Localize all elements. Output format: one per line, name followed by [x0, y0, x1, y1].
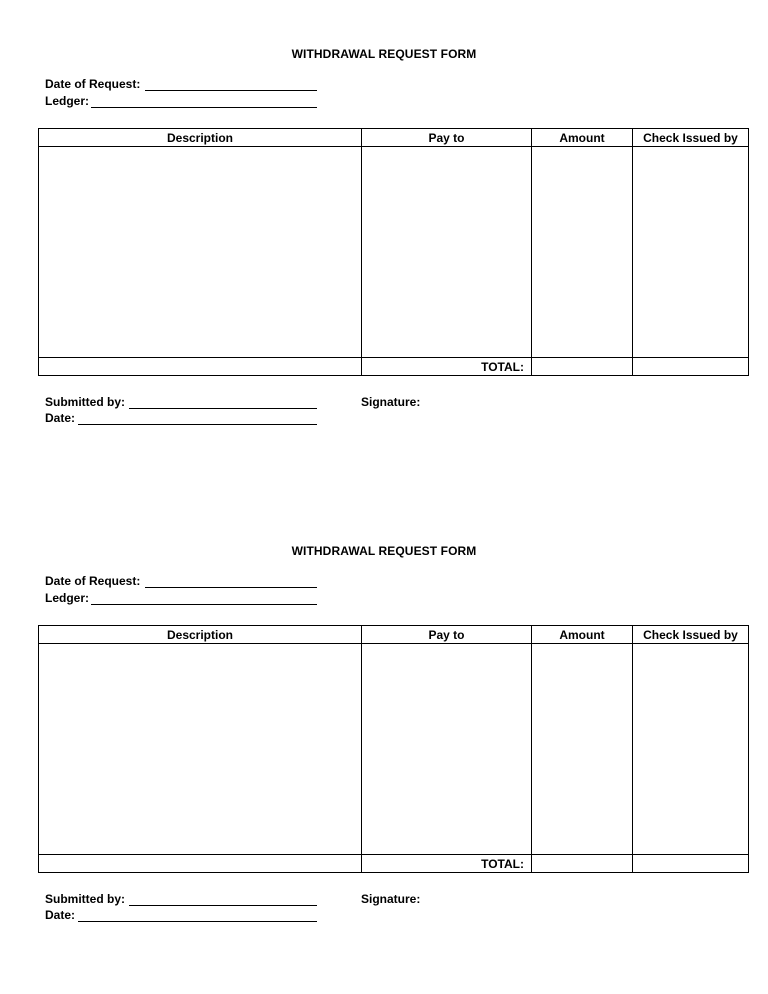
date-blank[interactable]	[78, 424, 317, 425]
table-total-row	[39, 358, 749, 376]
description-cell[interactable]	[39, 644, 362, 855]
column-header-check-issued-by: Check Issued by	[633, 626, 749, 644]
check-issued-by-cell[interactable]	[633, 147, 749, 358]
amount-cell[interactable]	[532, 147, 633, 358]
submitted-by-field[interactable]	[45, 892, 317, 908]
table-total-row	[39, 855, 749, 873]
date-label: Date:	[45, 411, 76, 425]
submitted-by-blank[interactable]	[129, 408, 317, 409]
column-header-amount: Amount	[532, 129, 633, 147]
table-entry-row	[39, 644, 749, 855]
ledger-label: Ledger:	[45, 591, 90, 605]
column-header-amount: Amount	[532, 626, 633, 644]
ledger-field[interactable]	[45, 591, 317, 607]
date-field[interactable]	[45, 908, 317, 924]
ledger-blank[interactable]	[91, 604, 317, 605]
total-label: TOTAL:	[362, 358, 532, 376]
ledger-label: Ledger:	[45, 94, 90, 108]
pay-to-cell[interactable]	[362, 644, 532, 855]
check-issued-by-cell[interactable]	[633, 644, 749, 855]
total-spacer-cell	[39, 358, 362, 376]
date-of-request-label: Date of Request:	[45, 574, 141, 588]
column-header-pay-to: Pay to	[362, 626, 532, 644]
column-header-pay-to: Pay to	[362, 129, 532, 147]
ledger-blank[interactable]	[91, 107, 317, 108]
total-label: TOTAL:	[362, 855, 532, 873]
pay-to-cell[interactable]	[362, 147, 532, 358]
total-check-cell[interactable]	[633, 855, 749, 873]
date-of-request-label: Date of Request:	[45, 77, 141, 91]
submitted-by-label: Submitted by:	[45, 892, 125, 906]
submitted-by-field[interactable]	[45, 395, 317, 411]
submitted-by-label: Submitted by:	[45, 395, 125, 409]
signature-label: Signature:	[361, 892, 421, 906]
total-check-cell[interactable]	[633, 358, 749, 376]
ledger-field[interactable]	[45, 94, 317, 110]
column-header-description: Description	[39, 129, 362, 147]
date-field[interactable]	[45, 411, 317, 427]
total-amount-cell[interactable]	[532, 358, 633, 376]
withdrawal-table	[38, 128, 749, 376]
table-entry-row	[39, 147, 749, 358]
date-blank[interactable]	[78, 921, 317, 922]
table-header-row	[39, 129, 749, 147]
table-header-row	[39, 626, 749, 644]
column-header-description: Description	[39, 626, 362, 644]
withdrawal-form-1	[0, 0, 768, 460]
amount-cell[interactable]	[532, 644, 633, 855]
withdrawal-form-2	[0, 497, 768, 957]
withdrawal-table	[38, 625, 749, 873]
date-of-request-blank[interactable]	[145, 90, 317, 91]
submitted-by-blank[interactable]	[129, 905, 317, 906]
column-header-check-issued-by: Check Issued by	[633, 129, 749, 147]
signature-label: Signature:	[361, 395, 421, 409]
date-label: Date:	[45, 908, 76, 922]
form-title: WITHDRAWAL REQUEST FORM	[291, 544, 477, 558]
description-cell[interactable]	[39, 147, 362, 358]
date-of-request-blank[interactable]	[145, 587, 317, 588]
date-of-request-field[interactable]	[45, 77, 317, 93]
form-title: WITHDRAWAL REQUEST FORM	[291, 47, 477, 61]
total-spacer-cell	[39, 855, 362, 873]
total-amount-cell[interactable]	[532, 855, 633, 873]
date-of-request-field[interactable]	[45, 574, 317, 590]
